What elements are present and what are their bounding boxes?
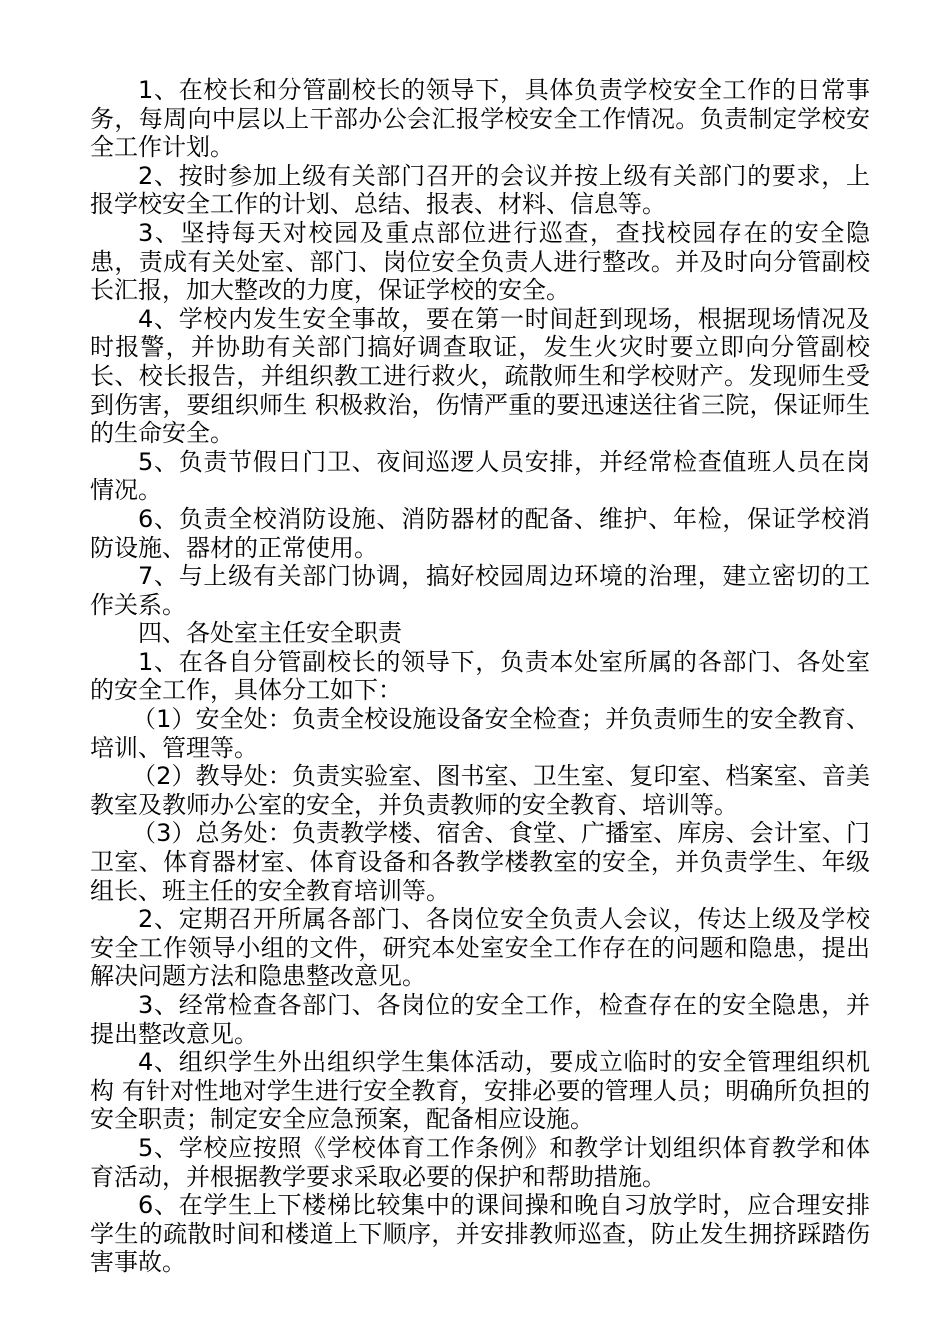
paragraph-safety-office: （1）安全处：负责全校设施设备安全检查；并负责师生的安全教育、培训、管理等。: [90, 705, 870, 762]
paragraph-duty-4: 4、学校内发生安全事故，要在第一时间赶到现场，根据现场情况及时报警，并协助有关部门搞好调查取证，发生火灾时要立即向分管副校长、校长报告，并组织教工进行救火，疏散师生和学校财产。发现师生受到伤害，要组织师生 积极救治，伤情严重的要迅速送往省三院，保证师生的生命安全。: [90, 304, 870, 448]
paragraph-duty-6: 6、负责全校消防设施、消防器材的配备、维护、年检，保证学校消防设施、器材的正常使用。: [90, 504, 870, 562]
paragraph-director-duty-2: 2、定期召开所属各部门、各岗位安全负责人会议，传达上级及学校安全工作领导小组的文件，研究本处室安全工作存在的问题和隐患，提出解决问题方法和隐患整改意见。: [90, 905, 870, 991]
paragraph-duty-5: 5、负责节假日门卫、夜间巡逻人员安排，并经常检查值班人员在岗情况。: [90, 447, 870, 505]
paragraph-director-duty-3: 3、经常检查各部门、各岗位的安全工作，检查存在的安全隐患，并提出整改意见。: [90, 991, 870, 1048]
paragraph-academic-office: （2）教导处：负责实验室、图书室、卫生室、复印室、档案室、音美教室及教师办公室的安全，并负责教师的安全教育、培训等。: [90, 762, 870, 819]
paragraph-director-duty-6: 6、在学生上下楼梯比较集中的课间操和晚自习放学时，应合理安排学生的疏散时间和楼道上下顺序，并安排教师巡查，防止发生拥挤踩踏伤害事故。: [90, 1191, 870, 1277]
paragraph-director-duty-4: 4、组织学生外出组织学生集体活动，要成立临时的安全管理组织机构 有针对性地对学生进行安全教育，安排必要的管理人员；明确所负担的安全职责；制定安全应急预案，配备相应设施。: [90, 1048, 870, 1134]
paragraph-director-duty-1: 1、在各自分管副校长的领导下，负责本处室所属的各部门、各处室的安全工作，具体分工如下：: [90, 647, 870, 705]
paragraph-general-affairs-office: （3）总务处：负责教学楼、宿舍、食堂、广播室、库房、会计室、门卫室、体育器材室、体育设备和各教学楼教室的安全，并负责学生、年级组长、班主任的安全教育培训等。: [90, 819, 870, 905]
section-heading: 四、各处室主任安全职责: [138, 619, 402, 648]
paragraph-duty-1: 1、在校长和分管副校长的领导下，具体负责学校安全工作的日常事务，每周向中层以上干部办公会汇报学校安全工作情况。负责制定学校安全工作计划。: [90, 76, 870, 162]
paragraph-director-duty-5: 5、学校应按照《学校体育工作条例》和教学计划组织体育教学和体育活动，并根据教学要求采取必要的保护和帮助措施。: [90, 1133, 870, 1191]
paragraph-duty-3: 3、坚持每天对校园及重点部位进行巡查，查找校园存在的安全隐患，责成有关处室、部门、岗位安全负责人进行整改。并及时向分管副校长汇报，加大整改的力度，保证学校的安全。: [90, 218, 870, 305]
paragraph-duty-2: 2、按时参加上级有关部门召开的会议并按上级有关部门的要求，上报学校安全工作的计划、总结、报表、材料、信息等。: [90, 161, 870, 219]
document-body: [90, 76, 870, 1277]
paragraph-duty-7: 7、与上级有关部门协调，搞好校园周边环境的治理，建立密切的工作关系。: [90, 562, 870, 619]
